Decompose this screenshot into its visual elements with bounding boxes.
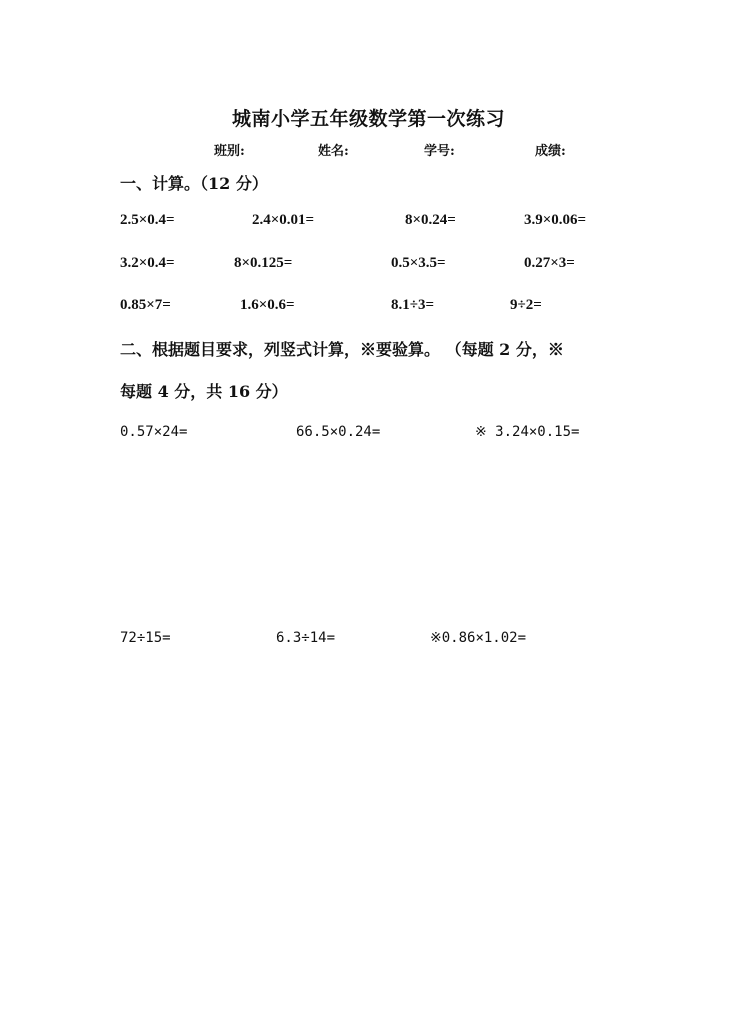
vertical-problem-4: 72÷15= <box>120 630 171 646</box>
section1-heading: 一、计算。（12 分） <box>120 174 268 193</box>
problem-1-4: 3.9×0.06= <box>524 212 587 228</box>
problem-3-3: 8.1÷3= <box>391 297 435 313</box>
section2-heading-line2: 每题 4 分，共 16 分） <box>120 382 288 401</box>
problem-2-2: 8×0.125= <box>234 255 293 271</box>
page-title: 城南小学五年级数学第一次练习 <box>231 108 505 130</box>
vertical-problem-1: 0.57×24= <box>120 424 188 440</box>
problem-2-4: 0.27×3= <box>524 255 575 271</box>
vertical-problem-2: 66.5×0.24= <box>296 424 381 440</box>
name-label: 姓名: <box>318 144 349 159</box>
problem-3-2: 1.6×0.6= <box>240 297 295 313</box>
vertical-problem-5: 6.3÷14= <box>276 630 336 646</box>
problem-1-3: 8×0.24= <box>405 212 456 228</box>
problem-1-1: 2.5×0.4= <box>120 212 175 228</box>
vertical-problem-6: ※0.86×1.02= <box>430 630 527 646</box>
problem-3-1: 0.85×7= <box>120 297 171 313</box>
student-id-label: 学号: <box>424 144 455 159</box>
problem-3-4: 9÷2= <box>510 297 542 313</box>
problem-2-1: 3.2×0.4= <box>120 255 175 271</box>
problem-2-3: 0.5×3.5= <box>391 255 446 271</box>
score-label: 成绩: <box>535 144 566 159</box>
problem-1-2: 2.4×0.01= <box>252 212 315 228</box>
vertical-problem-3: ※ 3.24×0.15= <box>475 424 580 440</box>
class-label: 班别: <box>214 144 245 159</box>
section2-heading-line1: 二、根据题目要求，列竖式计算，※要验算。 （每题 2 分，※ <box>120 340 564 359</box>
